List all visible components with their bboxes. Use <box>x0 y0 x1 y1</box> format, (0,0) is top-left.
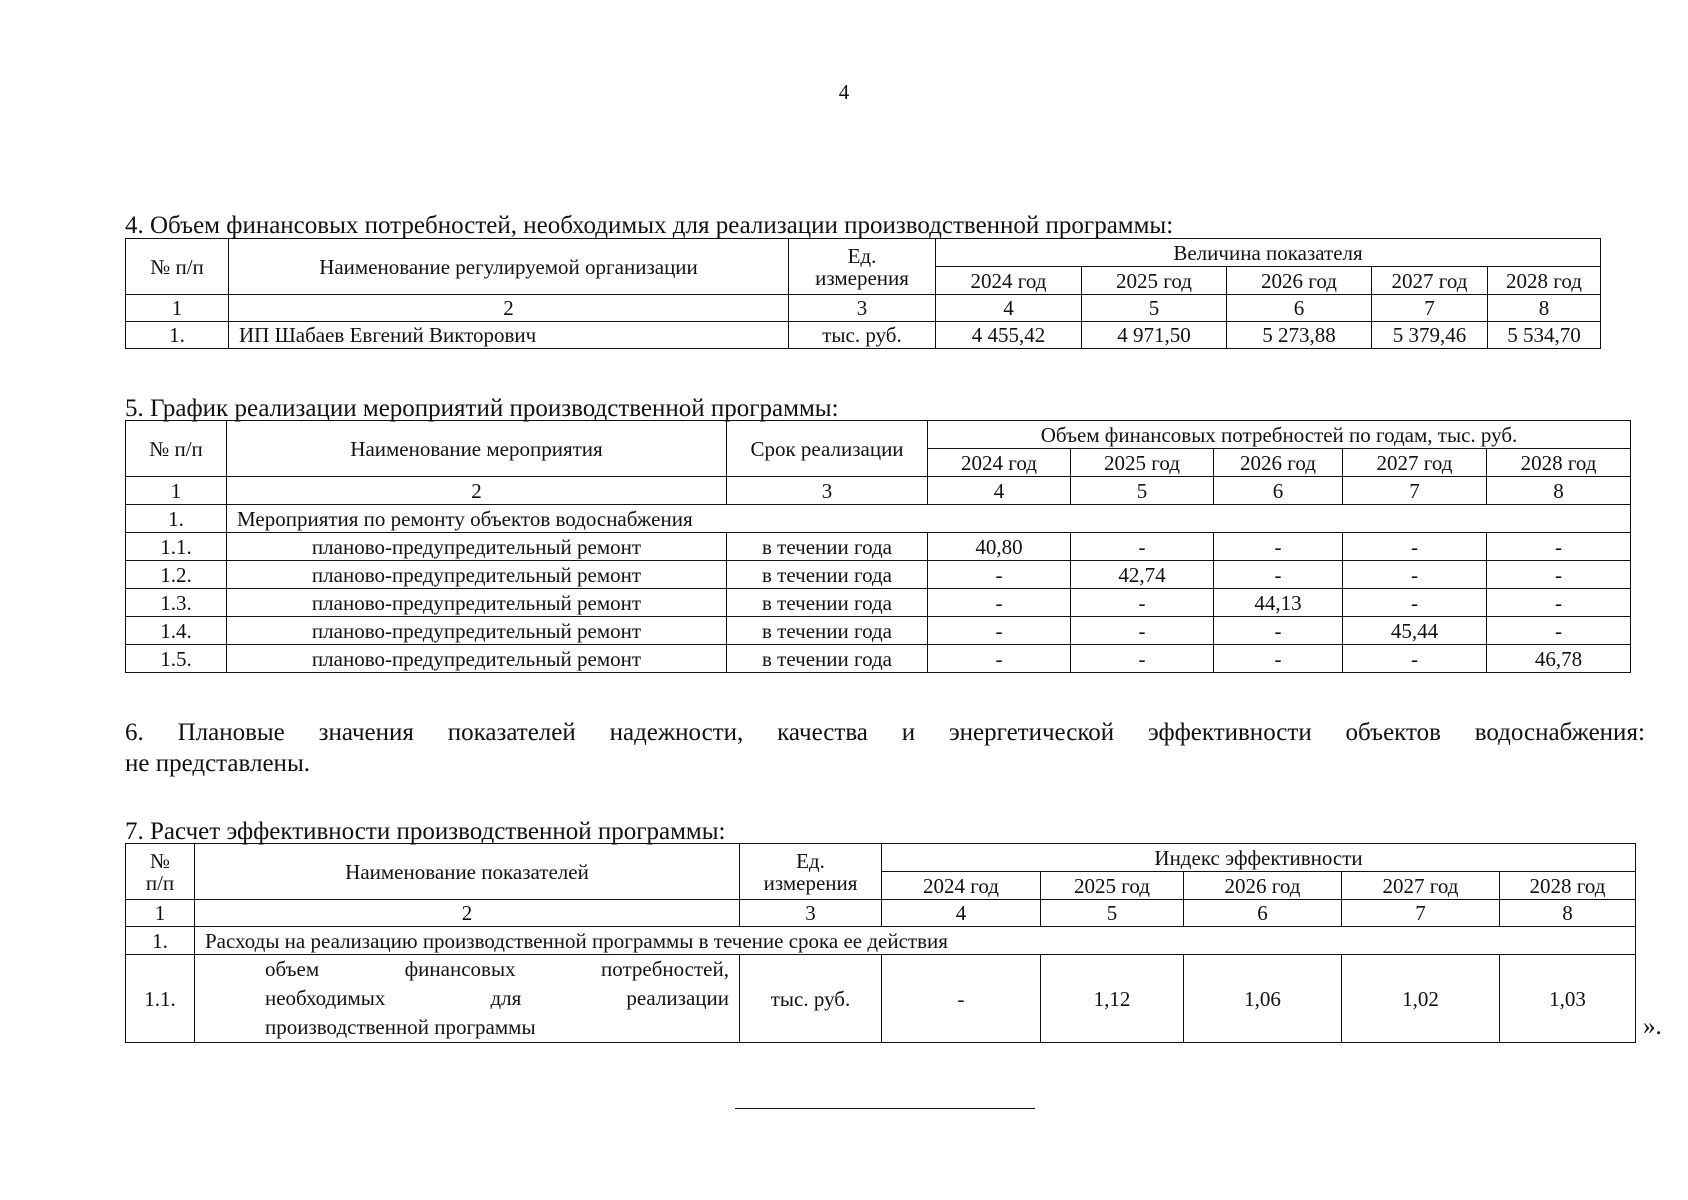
word: для <box>490 986 522 1010</box>
measure-name: планово-предупредительный ремонт <box>227 617 727 645</box>
measure-term: в течении года <box>727 533 928 561</box>
bottom-divider <box>735 1108 1035 1109</box>
row-value: 45,44 <box>1343 617 1487 645</box>
group-row <box>126 505 1631 533</box>
word: качества <box>777 719 868 746</box>
table-row <box>126 955 1636 1043</box>
row-value: - <box>1487 617 1631 645</box>
header-unit-line2: измерения <box>763 870 858 895</box>
row-num: 1.1. <box>126 955 195 1043</box>
header-org-name: Наименование регулируемой организации <box>229 239 789 295</box>
word: эффективности <box>1147 719 1312 746</box>
header-term: Срок реализации <box>727 421 928 477</box>
col-number: 2 <box>195 900 740 927</box>
section-5-table <box>125 420 1631 673</box>
row-value: 42,74 <box>1071 561 1214 589</box>
section-7-title: 7. Расчет эффективности производственной программы: <box>125 818 726 845</box>
header-year: 2024 год <box>882 872 1041 900</box>
row-num: 1.3. <box>126 589 227 617</box>
col-number: 3 <box>789 295 936 322</box>
word: Плановые <box>177 719 285 746</box>
table-row <box>126 533 1631 561</box>
header-num-line2: п/п <box>145 870 175 895</box>
table-row <box>126 617 1631 645</box>
col-number: 2 <box>229 295 789 322</box>
row-num: 1. <box>126 322 229 349</box>
col-number: 8 <box>1487 477 1631 505</box>
header-unit-line2: измерения <box>815 265 909 290</box>
header-num: № п/п <box>126 239 229 295</box>
header-num-line1: № <box>149 848 171 873</box>
measure-name: планово-предупредительный ремонт <box>227 561 727 589</box>
header-year: 2026 год <box>1227 267 1372 295</box>
row-num: 1.4. <box>126 617 227 645</box>
col-number: 8 <box>1500 900 1636 927</box>
word: и <box>901 719 916 746</box>
row-value: 1,03 <box>1500 955 1636 1043</box>
indicator-name-line-2 <box>265 984 729 1013</box>
row-value: 5 534,70 <box>1488 322 1601 349</box>
header-measure-name: Наименование мероприятия <box>227 421 727 477</box>
header-year: 2024 год <box>936 267 1082 295</box>
row-value: - <box>1214 617 1343 645</box>
header-year: 2027 год <box>1342 872 1500 900</box>
col-number: 5 <box>1082 295 1227 322</box>
row-value: - <box>1487 533 1631 561</box>
col-number: 3 <box>740 900 882 927</box>
header-year: 2028 год <box>1500 872 1636 900</box>
measure-term: в течении года <box>727 589 928 617</box>
header-unit <box>789 239 936 295</box>
col-number: 7 <box>1372 295 1488 322</box>
row-value: - <box>928 645 1071 673</box>
header-year: 2026 год <box>1214 449 1343 477</box>
col-number: 1 <box>126 477 227 505</box>
col-number: 5 <box>1071 477 1214 505</box>
col-number: 4 <box>936 295 1082 322</box>
col-number: 6 <box>1184 900 1342 927</box>
header-unit-line1: Ед. <box>796 848 825 873</box>
section-4-table <box>125 238 1601 349</box>
row-value: - <box>1071 589 1214 617</box>
table-row <box>126 322 1601 349</box>
group-num: 1. <box>126 927 195 955</box>
col-number: 1 <box>126 295 229 322</box>
col-number: 7 <box>1343 477 1487 505</box>
section-7-table <box>125 843 1636 1043</box>
word: объем <box>265 957 320 981</box>
row-value: - <box>928 589 1071 617</box>
row-num: 1.2. <box>126 561 227 589</box>
header-year: 2026 год <box>1184 872 1342 900</box>
header-year: 2025 год <box>1082 267 1227 295</box>
measure-term: в течении года <box>727 617 928 645</box>
row-value: - <box>1343 645 1487 673</box>
section-6-line-2: не представлены. <box>125 750 310 777</box>
row-value: - <box>1343 533 1487 561</box>
section-5-title: 5. График реализации мероприятий производственной программы: <box>125 395 839 422</box>
row-value: 46,78 <box>1487 645 1631 673</box>
word: надежности, <box>609 719 744 746</box>
col-number: 6 <box>1214 477 1343 505</box>
row-value: - <box>1487 561 1631 589</box>
row-value: 1,12 <box>1041 955 1184 1043</box>
measure-name: планово-предупредительный ремонт <box>227 645 727 673</box>
word: водоснабжения: <box>1474 719 1645 746</box>
row-value: 4 971,50 <box>1082 322 1227 349</box>
row-value: - <box>1214 645 1343 673</box>
row-value: - <box>1343 589 1487 617</box>
row-value: - <box>928 561 1071 589</box>
word: значения <box>318 719 414 746</box>
header-year: 2028 год <box>1487 449 1631 477</box>
header-year: 2028 год <box>1488 267 1601 295</box>
header-year: 2027 год <box>1343 449 1487 477</box>
row-value: - <box>928 617 1071 645</box>
header-year: 2027 год <box>1372 267 1488 295</box>
closing-quote: ». <box>1643 1013 1662 1040</box>
measure-term: в течении года <box>727 561 928 589</box>
row-value: - <box>1071 533 1214 561</box>
org-name: ИП Шабаев Евгений Викторович <box>229 322 789 349</box>
col-number: 4 <box>928 477 1071 505</box>
header-num <box>126 844 195 900</box>
row-value: 1,02 <box>1342 955 1500 1043</box>
col-number: 3 <box>727 477 928 505</box>
group-name: Мероприятия по ремонту объектов водоснабжения <box>227 505 1631 533</box>
row-value: 4 455,42 <box>936 322 1082 349</box>
header-year: 2024 год <box>928 449 1071 477</box>
word: реализации <box>626 986 729 1010</box>
group-num: 1. <box>126 505 227 533</box>
word: показателей <box>447 719 576 746</box>
row-value: 40,80 <box>928 533 1071 561</box>
measure-term: в течении года <box>727 645 928 673</box>
word: 6. <box>125 719 144 746</box>
table-row <box>126 645 1631 673</box>
header-year: 2025 год <box>1071 449 1214 477</box>
row-value: 5 273,88 <box>1227 322 1372 349</box>
row-value: - <box>1214 561 1343 589</box>
col-number: 8 <box>1488 295 1601 322</box>
indicator-name-line-3: производственной программы <box>265 1015 536 1039</box>
table-row <box>126 589 1631 617</box>
word: объектов <box>1345 719 1441 746</box>
header-value-group: Величина показателя <box>936 239 1601 267</box>
row-unit: тыс. руб. <box>740 955 882 1043</box>
col-number: 6 <box>1227 295 1372 322</box>
row-unit: тыс. руб. <box>789 322 936 349</box>
page-number: 4 <box>838 80 850 104</box>
row-value: - <box>1071 617 1214 645</box>
col-number: 7 <box>1342 900 1500 927</box>
header-unit <box>740 844 882 900</box>
table-row <box>126 561 1631 589</box>
header-unit-line1: Ед. <box>847 243 877 268</box>
group-name: Расходы на реализацию производственной программы в течение срока ее действия <box>195 927 1636 955</box>
measure-name: планово-предупредительный ремонт <box>227 533 727 561</box>
row-value: 5 379,46 <box>1372 322 1488 349</box>
section-6-paragraph <box>125 717 1645 779</box>
section-6-line-1 <box>125 717 1645 748</box>
indicator-name <box>195 955 740 1043</box>
header-num: № п/п <box>126 421 227 477</box>
word: необходимых <box>265 986 386 1010</box>
indicator-name-line-1 <box>265 955 729 984</box>
row-value: - <box>1487 589 1631 617</box>
col-number: 2 <box>227 477 727 505</box>
col-number: 5 <box>1041 900 1184 927</box>
row-value: - <box>1071 645 1214 673</box>
header-value-group: Индекс эффективности <box>882 844 1636 872</box>
row-value: 44,13 <box>1214 589 1343 617</box>
section-4-title: 4. Объем финансовых потребностей, необходимых для реализации производственной программы: <box>125 212 1174 239</box>
row-value: 1,06 <box>1184 955 1342 1043</box>
header-indicator-name: Наименование показателей <box>195 844 740 900</box>
row-value: - <box>1214 533 1343 561</box>
measure-name: планово-предупредительный ремонт <box>227 589 727 617</box>
col-number: 4 <box>882 900 1041 927</box>
row-value: - <box>1343 561 1487 589</box>
word: энергетической <box>948 719 1115 746</box>
header-value-group: Объем финансовых потребностей по годам, тыс. руб. <box>928 421 1631 449</box>
group-row <box>126 927 1636 955</box>
word: потребностей, <box>601 957 729 981</box>
col-number: 1 <box>126 900 195 927</box>
row-value: - <box>882 955 1041 1043</box>
row-num: 1.5. <box>126 645 227 673</box>
header-year: 2025 год <box>1041 872 1184 900</box>
word: финансовых <box>404 957 516 981</box>
row-num: 1.1. <box>126 533 227 561</box>
